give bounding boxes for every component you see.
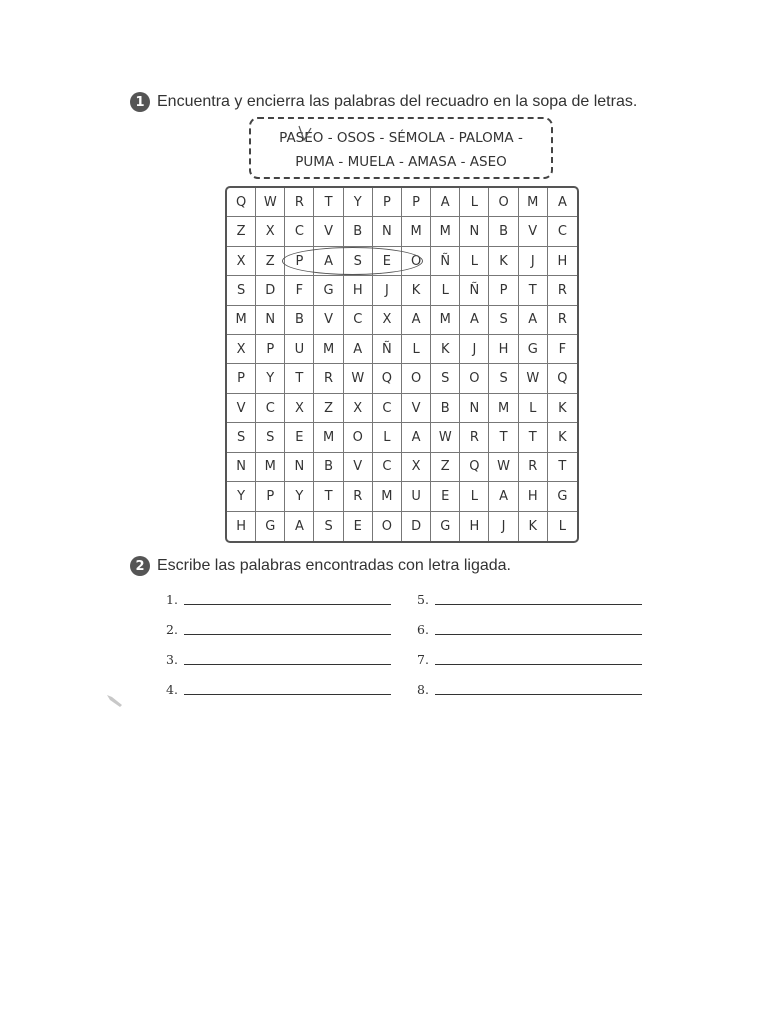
answer-line-item[interactable] — [417, 682, 642, 697]
answer-blank-line[interactable] — [184, 664, 391, 665]
grid-cell[interactable]: V — [344, 453, 373, 482]
grid-cell[interactable]: A — [285, 512, 314, 541]
grid-cell[interactable]: A — [402, 423, 431, 452]
grid-cell[interactable]: O — [373, 512, 402, 541]
grid-cell[interactable]: R — [285, 188, 314, 217]
grid-cell[interactable]: R — [548, 276, 577, 305]
grid-cell[interactable]: X — [373, 306, 402, 335]
grid-cell[interactable]: Y — [344, 188, 373, 217]
exercise-1-number-badge: 1 — [130, 92, 150, 112]
answer-line-item[interactable] — [166, 682, 391, 697]
grid-cell[interactable]: O — [402, 364, 431, 393]
answer-line-item[interactable] — [417, 622, 642, 637]
grid-cell[interactable]: M — [314, 423, 343, 452]
answer-number: 3. — [166, 652, 178, 667]
grid-cell[interactable]: W — [431, 423, 460, 452]
grid-cell[interactable]: Q — [548, 364, 577, 393]
grid-cell[interactable]: V — [519, 217, 548, 246]
grid-cell[interactable]: C — [285, 217, 314, 246]
grid-cell[interactable]: S — [314, 512, 343, 541]
grid-cell[interactable]: A — [489, 482, 518, 511]
grid-cell[interactable]: Ñ — [431, 247, 460, 276]
grid-cell[interactable]: D — [402, 512, 431, 541]
word-list-box — [249, 117, 553, 179]
grid-cell[interactable]: Y — [227, 482, 256, 511]
grid-cell[interactable]: O — [460, 364, 489, 393]
grid-cell[interactable]: P — [256, 482, 285, 511]
answer-blank-line[interactable] — [435, 634, 642, 635]
pencil-icon — [106, 694, 124, 708]
grid-cell[interactable]: O — [344, 423, 373, 452]
answer-blank-line[interactable] — [184, 634, 391, 635]
grid-cell[interactable]: L — [519, 394, 548, 423]
grid-cell[interactable]: K — [548, 394, 577, 423]
grid-cell[interactable]: N — [373, 217, 402, 246]
exercise-2-number-badge: 2 — [130, 556, 150, 576]
grid-cell[interactable]: X — [227, 335, 256, 364]
grid-cell[interactable]: V — [314, 217, 343, 246]
grid-cell[interactable]: P — [402, 188, 431, 217]
answer-number: 4. — [166, 682, 178, 697]
grid-cell[interactable]: O — [489, 188, 518, 217]
grid-cell[interactable]: V — [314, 306, 343, 335]
exercise-2-instruction — [130, 556, 511, 576]
grid-cell[interactable]: J — [373, 276, 402, 305]
grid-cell[interactable]: O — [402, 247, 431, 276]
grid-cell[interactable]: V — [227, 394, 256, 423]
grid-cell[interactable]: M — [314, 335, 343, 364]
answer-blank-line[interactable] — [435, 694, 642, 695]
grid-cell[interactable]: B — [344, 217, 373, 246]
grid-cell[interactable]: S — [227, 276, 256, 305]
grid-cell[interactable]: X — [344, 394, 373, 423]
grid-cell[interactable]: T — [548, 453, 577, 482]
grid-cell[interactable]: B — [285, 306, 314, 335]
grid-cell[interactable]: B — [431, 394, 460, 423]
grid-cell[interactable]: H — [227, 512, 256, 541]
grid-cell[interactable]: W — [489, 453, 518, 482]
grid-cell[interactable]: Z — [256, 247, 285, 276]
grid-cell[interactable]: L — [460, 247, 489, 276]
answer-number: 8. — [417, 682, 429, 697]
exercise-2-text: Escribe las palabras encontradas con letra ligada. — [157, 557, 511, 574]
grid-cell[interactable]: K — [431, 335, 460, 364]
answer-number: 6. — [417, 622, 429, 637]
grid-cell[interactable]: G — [548, 482, 577, 511]
grid-cell[interactable]: S — [431, 364, 460, 393]
grid-cell[interactable]: P — [256, 335, 285, 364]
answer-line-item[interactable] — [417, 652, 642, 667]
grid-cell[interactable]: B — [489, 217, 518, 246]
grid-cell[interactable]: S — [344, 247, 373, 276]
grid-cell[interactable]: X — [256, 217, 285, 246]
grid-cell[interactable]: V — [402, 394, 431, 423]
answer-number: 1. — [166, 592, 178, 607]
grid-cell[interactable]: M — [373, 482, 402, 511]
grid-cell[interactable]: G — [256, 512, 285, 541]
grid-cell[interactable]: T — [314, 482, 343, 511]
grid-cell[interactable]: J — [519, 247, 548, 276]
grid-cell[interactable]: B — [314, 453, 343, 482]
word-search-grid[interactable] — [225, 186, 579, 543]
grid-cell[interactable]: T — [285, 364, 314, 393]
grid-cell[interactable]: K — [489, 247, 518, 276]
grid-cell[interactable]: C — [373, 453, 402, 482]
grid-cell[interactable]: S — [489, 306, 518, 335]
answer-number: 2. — [166, 622, 178, 637]
grid-cell[interactable]: R — [519, 453, 548, 482]
grid-cell[interactable]: M — [227, 306, 256, 335]
grid-cell[interactable]: K — [519, 512, 548, 541]
answer-line-item[interactable] — [417, 592, 642, 607]
answer-number: 7. — [417, 652, 429, 667]
grid-cell[interactable]: J — [489, 512, 518, 541]
grid-cell[interactable]: T — [519, 276, 548, 305]
grid-cell[interactable]: H — [489, 335, 518, 364]
grid-cell[interactable]: M — [519, 188, 548, 217]
grid-cell[interactable]: C — [373, 394, 402, 423]
grid-cell[interactable]: Ñ — [373, 335, 402, 364]
grid-cell[interactable]: A — [314, 247, 343, 276]
grid-cell[interactable]: T — [314, 188, 343, 217]
grid-cell[interactable]: T — [489, 423, 518, 452]
grid-cell[interactable]: M — [431, 306, 460, 335]
grid-cell[interactable]: P — [373, 188, 402, 217]
grid-cell[interactable]: E — [344, 512, 373, 541]
grid-cell[interactable]: H — [548, 247, 577, 276]
grid-cell[interactable]: Z — [227, 217, 256, 246]
grid-cell[interactable]: X — [285, 394, 314, 423]
grid-cell[interactable]: L — [431, 276, 460, 305]
grid-cell[interactable]: J — [460, 335, 489, 364]
grid-cell[interactable]: G — [314, 276, 343, 305]
grid-cell[interactable]: U — [285, 335, 314, 364]
grid-cell[interactable]: L — [402, 335, 431, 364]
grid-cell[interactable]: A — [519, 306, 548, 335]
grid-cell[interactable]: W — [256, 188, 285, 217]
grid-cell[interactable]: L — [460, 188, 489, 217]
grid-cell[interactable]: A — [548, 188, 577, 217]
answer-line-item[interactable] — [166, 622, 391, 637]
answer-blank-line[interactable] — [435, 604, 642, 605]
grid-cell[interactable]: P — [489, 276, 518, 305]
exercise-1-instruction — [130, 92, 637, 112]
grid-cell[interactable]: P — [285, 247, 314, 276]
grid-cell[interactable]: Y — [256, 364, 285, 393]
grid-cell[interactable]: U — [402, 482, 431, 511]
grid-cell[interactable]: Z — [431, 453, 460, 482]
grid-cell[interactable]: R — [344, 482, 373, 511]
grid-cell[interactable]: A — [431, 188, 460, 217]
grid-cell[interactable]: Y — [285, 482, 314, 511]
grid-cell[interactable]: N — [285, 453, 314, 482]
answer-blank-line[interactable] — [435, 664, 642, 665]
grid-cell[interactable]: F — [285, 276, 314, 305]
answer-line-item[interactable] — [166, 592, 391, 607]
grid-cell[interactable]: C — [548, 217, 577, 246]
grid-cell[interactable]: N — [460, 394, 489, 423]
grid-cell[interactable]: W — [344, 364, 373, 393]
answer-blank-line[interactable] — [184, 694, 391, 695]
grid-cell[interactable]: Ñ — [460, 276, 489, 305]
grid-cell[interactable]: D — [256, 276, 285, 305]
exercise-1-text: Encuentra y encierra las palabras del recuadro en la sopa de letras. — [157, 93, 638, 110]
grid-cell[interactable]: K — [548, 423, 577, 452]
grid-cell[interactable]: Q — [460, 453, 489, 482]
grid-cell[interactable]: A — [460, 306, 489, 335]
grid-cell[interactable]: G — [519, 335, 548, 364]
grid-cell[interactable]: R — [460, 423, 489, 452]
grid-cell[interactable]: K — [402, 276, 431, 305]
grid-cell[interactable]: H — [519, 482, 548, 511]
grid-cell[interactable]: H — [344, 276, 373, 305]
grid-cell[interactable]: L — [558, 518, 567, 534]
grid-cell[interactable]: R — [548, 306, 577, 335]
grid-cell[interactable]: E — [285, 423, 314, 452]
grid-cell[interactable]: C — [344, 306, 373, 335]
grid-cell[interactable]: Z — [314, 394, 343, 423]
grid-cell[interactable]: E — [431, 482, 460, 511]
grid-cell[interactable]: H — [460, 512, 489, 541]
grid-cell[interactable]: M — [256, 453, 285, 482]
grid-cell[interactable]: X — [227, 247, 256, 276]
grid-cell[interactable]: M — [402, 217, 431, 246]
answer-line-item[interactable] — [166, 652, 391, 667]
grid-cell[interactable]: S — [489, 364, 518, 393]
grid-cell[interactable]: N — [256, 306, 285, 335]
grid-cell[interactable]: W — [519, 364, 548, 393]
grid-cell[interactable]: S — [227, 423, 256, 452]
grid-cell[interactable]: C — [256, 394, 285, 423]
grid-cell[interactable]: A — [344, 335, 373, 364]
grid-cell[interactable]: P — [227, 364, 256, 393]
grid-cell[interactable]: E — [373, 247, 402, 276]
grid-cell[interactable]: L — [373, 423, 402, 452]
grid-cell[interactable]: T — [519, 423, 548, 452]
grid-cell[interactable]: Q — [227, 188, 256, 217]
grid-cell[interactable]: Q — [373, 364, 402, 393]
grid-cell[interactable]: A — [402, 306, 431, 335]
grid-cell[interactable]: L — [460, 482, 489, 511]
answer-blank-line[interactable] — [184, 604, 391, 605]
grid-cell[interactable]: S — [256, 423, 285, 452]
grid-cell[interactable]: X — [402, 453, 431, 482]
word-list-line-1: PASEO - OSOS - SÉMOLA - PALOMA - — [279, 130, 523, 146]
grid-cell[interactable]: N — [227, 453, 256, 482]
grid-cell[interactable]: R — [314, 364, 343, 393]
grid-cell[interactable]: M — [431, 217, 460, 246]
grid-cell[interactable]: F — [548, 335, 577, 364]
grid-cell[interactable]: G — [431, 512, 460, 541]
grid-cell[interactable]: N — [460, 217, 489, 246]
grid-cell[interactable]: M — [489, 394, 518, 423]
word-list-line-2: PUMA - MUELA - AMASA - ASEO — [295, 154, 507, 170]
answer-number: 5. — [417, 592, 429, 607]
